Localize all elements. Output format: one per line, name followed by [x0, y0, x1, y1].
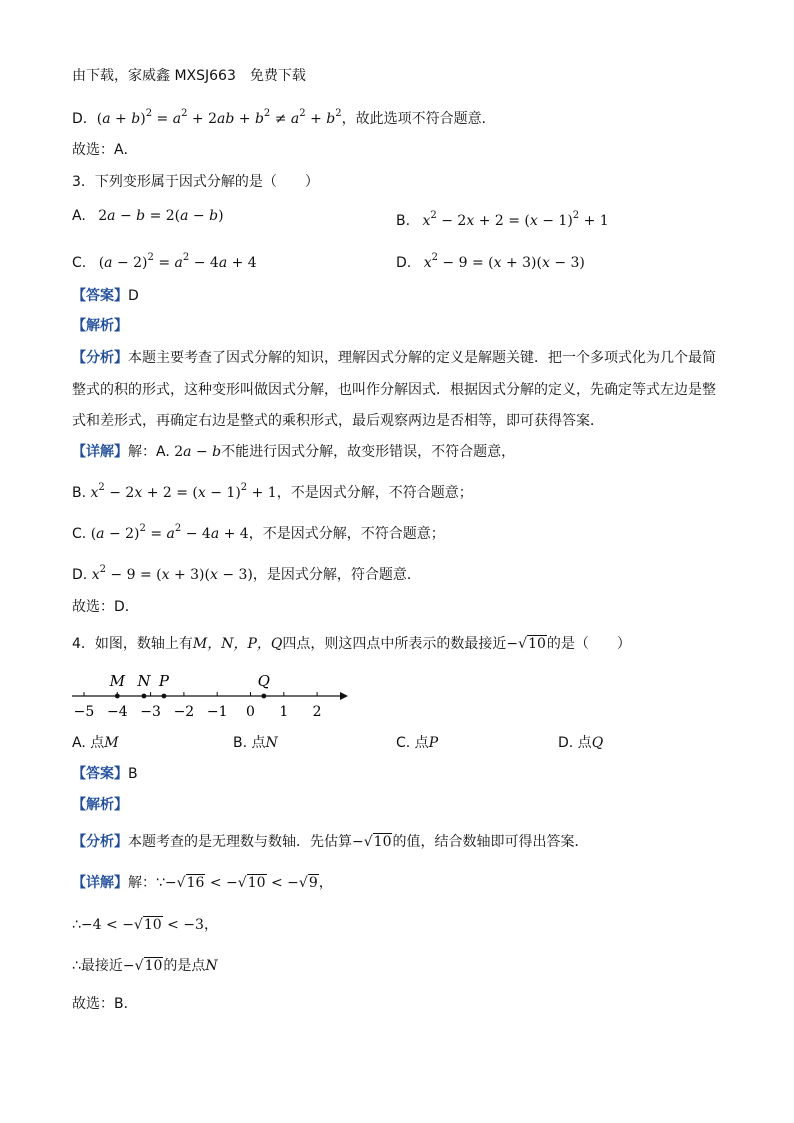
q4-detail-3: [72, 956, 218, 976]
q4-stem-pre: 4．如图，数轴上有: [72, 636, 193, 652]
number-line-point-label: N: [137, 672, 151, 690]
q3-answer-tag: 【答案】: [72, 288, 128, 304]
header-note: 由下载，家威鑫 MXSJ663 免费下载: [72, 68, 306, 84]
q3-detail-c-formula: $(a - 2)^2 = a^2 - 4a + 4$: [90, 523, 249, 542]
q4-stem: [72, 634, 631, 654]
q3-detail-d: [72, 560, 421, 585]
prev-d-prefix: D．: [72, 111, 97, 127]
q4-option-a-var: M: [104, 735, 119, 751]
number-line-point: [115, 694, 120, 699]
prev-answer-line: 故选：A．: [72, 142, 138, 158]
q3-option-d-label: D.: [396, 255, 412, 271]
q3-detail-b-post: ，不是因式分解，不符合题意；: [276, 485, 473, 501]
q4-detail-3-neg-sqrt10: −√10: [122, 958, 163, 974]
q4-stem-points: M，N，P，Q: [192, 636, 283, 652]
q3-detail-b-formula: $x^2 - 2x + 2 = (x - 1)^2 + 1$: [90, 482, 277, 501]
q3-stem: 3．下列变形属于因式分解的是（ ）: [72, 174, 319, 190]
q4-detail-1-ineq: −√16 < −√10 < −√9: [164, 875, 318, 891]
q3-detail-d-pre: D.: [72, 567, 88, 583]
q4-option-b-label: B. 点: [233, 735, 266, 751]
number-line-tick-label: −3: [140, 704, 161, 720]
q4-fenxi-tag: 【分析】: [72, 834, 128, 850]
q3-option-b: [396, 206, 609, 231]
q3-option-d-formula: $x^2 - 9 = (x + 3)(x - 3)$: [423, 252, 585, 271]
q4-detail-1-post: ，: [318, 875, 333, 891]
q4-option-b: [233, 733, 278, 753]
number-line-point-label: M: [109, 672, 125, 690]
q4-answer: [72, 764, 138, 784]
q3-option-b-formula: $x^2 - 2x + 2 = (x - 1)^2 + 1$: [422, 210, 609, 229]
q4-fenxi-neg-sqrt10: −√10: [352, 834, 392, 850]
q4-option-c-var: P: [428, 735, 439, 751]
q3-option-b-label: B.: [396, 213, 411, 229]
number-line-tick-label: 2: [312, 704, 322, 720]
number-line-tick-label: −2: [173, 704, 195, 720]
number-line-point: [142, 694, 147, 699]
q4-option-d-label: D. 点: [558, 735, 592, 751]
q3-detail-c: [72, 519, 445, 544]
q3-fenxi-line-1: [72, 348, 716, 368]
q3-option-d: [396, 248, 585, 273]
q4-option-b-var: N: [265, 735, 278, 751]
q4-option-c-label: C. 点: [396, 735, 429, 751]
q4-detail-1: [72, 873, 333, 893]
q4-detail-2-ineq: −4 < −√10 < −3: [80, 917, 204, 933]
q3-answer: [72, 286, 139, 306]
q4-answer-tag: 【答案】: [72, 766, 128, 782]
number-line-tick-label: 1: [279, 704, 289, 720]
number-line-point: [162, 694, 167, 699]
q3-option-a-formula: 2a − b = 2(a − b): [98, 208, 224, 224]
q4-analysis-label: 【解析】: [72, 797, 128, 813]
q4-fenxi-post: 的值，结合数轴即可得出答案．: [392, 834, 589, 850]
q4-detail-2-post: ，: [203, 917, 218, 933]
q4-detail-3-mid: 的是点: [163, 958, 206, 974]
number-line-arrow: [340, 692, 348, 700]
q3-detail-a: [72, 442, 515, 462]
q4-answer-value: B: [128, 766, 138, 782]
q4-analysis-tag: [72, 795, 128, 815]
q3-detail-c-post: ，不是因式分解，不符合题意；: [248, 526, 445, 542]
prev-d-suffix: ，故此选项不符合题意．: [341, 111, 496, 127]
number-line-point-label: Q: [257, 672, 270, 690]
q3-detail-c-pre: C.: [72, 526, 87, 542]
q3-option-c-label: C.: [72, 255, 87, 271]
q4-option-d: [558, 733, 603, 753]
q4-option-c: [396, 733, 438, 753]
q3-detail-d-post: ，是因式分解，符合题意．: [252, 567, 421, 583]
q3-fenxi-line-2: 整式的积的形式，这种变形叫做因式分解，也叫作分解因式．根据因式分解的定义，先确定等式左边是整: [72, 382, 716, 398]
q3-analysis-tag: [72, 316, 128, 336]
q4-detail-3-var: N: [205, 958, 218, 974]
q3-fenxi-text-1: 本题主要考查了因式分解的知识，理解因式分解的定义是解题关键．把一个多项式化为几个最简: [128, 350, 716, 366]
q3-fenxi-line-3: 式和差形式，再确定右边是整式的乘积形式，最后观察两边是否相等，即可获得答案．: [72, 413, 604, 429]
q3-analysis-label: 【解析】: [72, 318, 128, 334]
number-line-point: [261, 694, 266, 699]
q4-detail-tag: 【详解】: [72, 875, 128, 891]
q4-stem-post: 的是（ ）: [546, 636, 631, 652]
q4-option-d-var: Q: [591, 735, 604, 751]
q3-detail-b: [72, 478, 473, 503]
q4-detail-2: [72, 915, 218, 935]
q3-answer-value: D: [128, 288, 139, 304]
q4-fenxi-pre: 本题考查的是无理数与数轴．先估算: [128, 834, 352, 850]
number-line-point-label: P: [158, 672, 169, 690]
q3-detail-tag: 【详解】: [72, 444, 128, 460]
q4-answer-line: 故选：B．: [72, 996, 138, 1012]
q3-fenxi-tag: 【分析】: [72, 350, 128, 366]
prev-d-formula: $(a + b)^2 = a^2 + 2ab + b^2 \ne a^2 + b^2$: [96, 108, 342, 127]
q4-stem-mid: 四点，则这四点中所表示的数最接近: [282, 636, 507, 652]
prev-option-d: [72, 104, 496, 129]
q3-option-c-formula: $(a - 2)^2 = a^2 - 4a + 4$: [98, 252, 257, 271]
number-line-tick-label: −4: [106, 704, 128, 720]
number-line-figure: [64, 666, 364, 726]
q4-option-a-label: A. 点: [72, 735, 105, 751]
q4-detail-2-pre: ∴: [72, 917, 81, 933]
number-line-tick-label: 0: [246, 704, 255, 720]
q3-detail-a-pre: 解：A.: [128, 444, 170, 460]
q3-detail-a-formula: 2a − b: [174, 444, 222, 460]
q4-detail-1-pre: 解：∵: [128, 875, 165, 891]
q3-option-a: [72, 206, 224, 226]
q3-option-c: [72, 248, 257, 273]
q4-option-a: [72, 733, 119, 753]
q3-detail-b-pre: B.: [72, 485, 87, 501]
number-line-tick-label: −5: [73, 704, 95, 720]
q3-option-a-label: A.: [72, 208, 86, 224]
q4-fenxi: [72, 832, 588, 852]
q3-answer-line: 故选：D．: [72, 599, 139, 615]
q3-detail-d-formula: $x^2 - 9 = (x + 3)(x - 3)$: [91, 564, 253, 583]
q4-stem-neg-sqrt10: −√10: [506, 636, 546, 652]
q4-detail-3-pre: ∴最接近: [72, 958, 123, 974]
number-line-tick-label: −1: [206, 704, 228, 720]
q3-detail-a-post: 不能进行因式分解，故变形错误，不符合题意，: [221, 444, 516, 460]
